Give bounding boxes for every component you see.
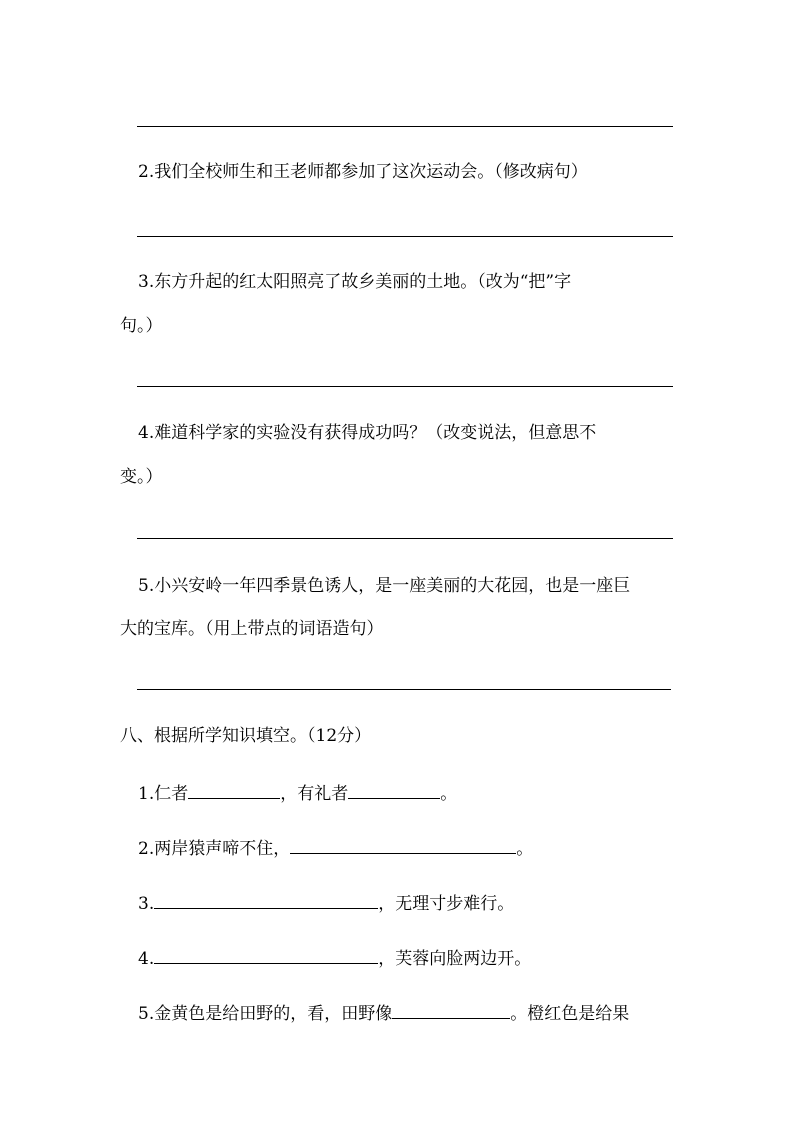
question-4-line1: 4.难道科学家的实验没有获得成功吗？（改变说法，但意思不 [138, 423, 597, 443]
section-8-heading [120, 724, 371, 748]
question-3 [138, 270, 571, 294]
question-4-cont [120, 465, 163, 489]
question-2-text: 2.我们全校师生和王老师都参加了这次运动会。（修改病句） [138, 162, 588, 182]
fill-item-2 [138, 835, 533, 861]
answer-line-5[interactable] [137, 689, 671, 690]
question-3-line1: 3.东方升起的红太阳照亮了故乡美丽的土地。（改为“把”字 [138, 272, 572, 292]
question-4 [138, 421, 596, 445]
question-5-line2: 大的宝库。（用上带点的词语造句） [120, 619, 384, 639]
answer-line-4[interactable] [137, 538, 673, 539]
section-8-heading-text: 八、根据所学知识填空。（12分） [120, 726, 372, 746]
fill-item-1-text-c: 。 [440, 784, 458, 804]
question-5 [138, 574, 630, 598]
fill-item-5-text-b: 。橙红色是给果 [510, 1004, 630, 1024]
fill-blank-1a[interactable] [188, 780, 280, 799]
fill-item-3 [138, 890, 514, 916]
fill-item-2-text-a: 两岸猿声啼不住， [154, 839, 291, 859]
fill-blank-5[interactable] [392, 1000, 510, 1019]
answer-line-1[interactable] [137, 126, 673, 127]
fill-item-5-text-a: 金黄色是给田野的，看，田野像 [154, 1004, 393, 1024]
fill-item-5 [138, 1000, 629, 1026]
fill-item-4-text-b: ，芙蓉向脸两边开。 [378, 949, 532, 969]
question-2 [138, 160, 588, 184]
fill-item-3-num: 3. [138, 894, 155, 914]
fill-item-1-num: 1. [138, 784, 155, 804]
answer-line-3[interactable] [137, 386, 673, 387]
fill-item-5-num: 5. [138, 1004, 155, 1024]
fill-item-1 [138, 780, 457, 806]
fill-item-4 [138, 945, 531, 971]
fill-blank-1b[interactable] [348, 780, 440, 799]
fill-item-3-text-b: ，无理寸步难行。 [378, 894, 515, 914]
answer-line-2[interactable] [137, 236, 673, 237]
fill-blank-2[interactable] [290, 835, 516, 854]
question-4-line2: 变。） [120, 467, 163, 487]
fill-item-1-text-a: 仁者 [154, 784, 189, 804]
fill-item-2-text-c: 。 [516, 839, 534, 859]
question-5-cont [120, 617, 384, 641]
question-3-line2: 句。） [120, 316, 163, 336]
fill-item-4-num: 4. [138, 949, 155, 969]
question-3-cont [120, 314, 163, 338]
fill-blank-3[interactable] [154, 890, 378, 909]
fill-item-2-num: 2. [138, 839, 155, 859]
fill-item-1-text-b: ，有礼者 [280, 784, 349, 804]
fill-blank-4[interactable] [154, 945, 378, 964]
question-5-line1: 5.小兴安岭一年四季景色诱人，是一座美丽的大花园，也是一座巨 [138, 576, 631, 596]
